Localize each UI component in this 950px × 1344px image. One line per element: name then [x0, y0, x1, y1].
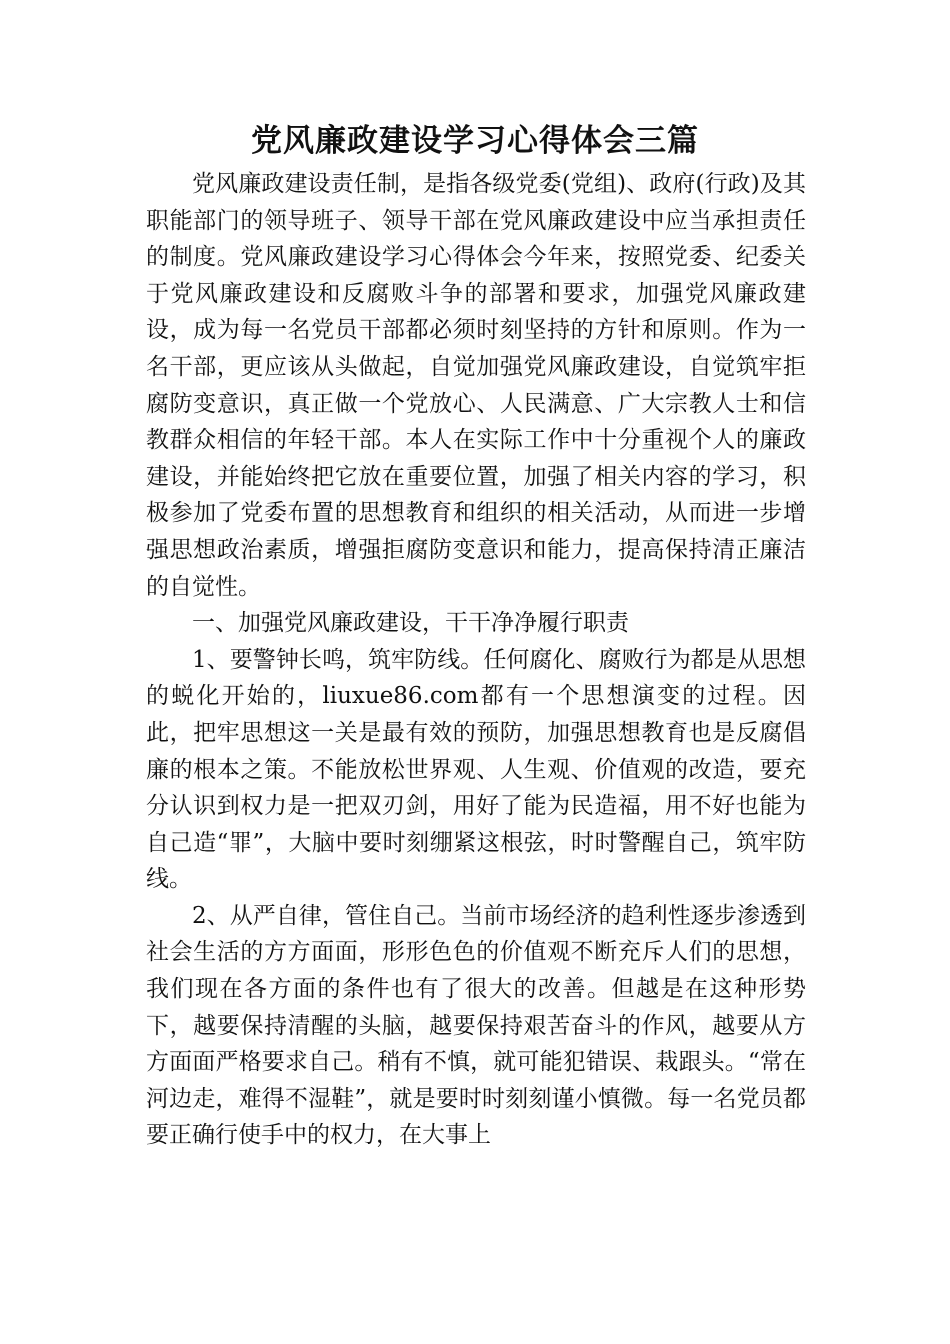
document-body — [146, 166, 806, 1154]
section-heading: 一、加强党风廉政建设，干干净净履行职责 — [192, 610, 629, 637]
point-1-paragraph: 1、要警钟长鸣，筑牢防线。任何腐化、腐败行为都是从思想的蜕化开始的，liuxue86.com都有一个思想演变的过程。因此，把牢思想这一关是最有效的预防，加强思想教育也是反腐倡廉的根本之策。不能放松世界观、人生观、价值观的改造，要充分认识到权力是一把双刃剑，用好了能为民造福，用不好也能为自己造“罪”，大脑中要时刻绷紧这根弦，时时警醒自己，筑牢防线。 — [146, 646, 806, 893]
intro-paragraph: 党风廉政建设责任制，是指各级党委(党组)、政府(行政)及其职能部门的领导班子、领导干部在党风廉政建设中应当承担责任的制度。党风廉政建设学习心得体会今年来，按照党委、纪委关于党风廉政建设和反腐败斗争的部署和要求，加强党风廉政建设，成为每一名党员干部都必须时刻坚持的方针和原则。作为一名干部，更应该从头做起，自觉加强党风廉政建设，自觉筑牢拒腐防变意识，真正做一个党放心、人民满意、广大宗教人士和信教群众相信的年轻干部。本人在实际工作中十分重视个人的廉政建设，并能始终把它放在重要位置，加强了相关内容的学习，积极参加了党委布置的思想教育和组织的相关活动，从而进一步增强思想政治素质，增强拒腐防变意识和能力，提高保持清正廉洁的自觉性。 — [146, 171, 806, 600]
document-title: 党风廉政建设学习心得体会三篇 — [251, 123, 699, 159]
point-2-paragraph: 2、从严自律，管住自己。当前市场经济的趋利性逐步渗透到社会生活的方方面面，形形色色的价值观不断充斥人们的思想，我们现在各方面的条件也有了很大的改善。但越是在这种形势下，越要保持清醒的头脑，越要保持艰苦奋斗的作风，越要从方方面面严格要求自己。稍有不慎，就可能犯错误、栽跟头。“常在河边走，难得不湿鞋”，就是要时时刻刻谨小慎微。每一名党员都要正确行使手中的权力，在大事上 — [146, 902, 806, 1149]
